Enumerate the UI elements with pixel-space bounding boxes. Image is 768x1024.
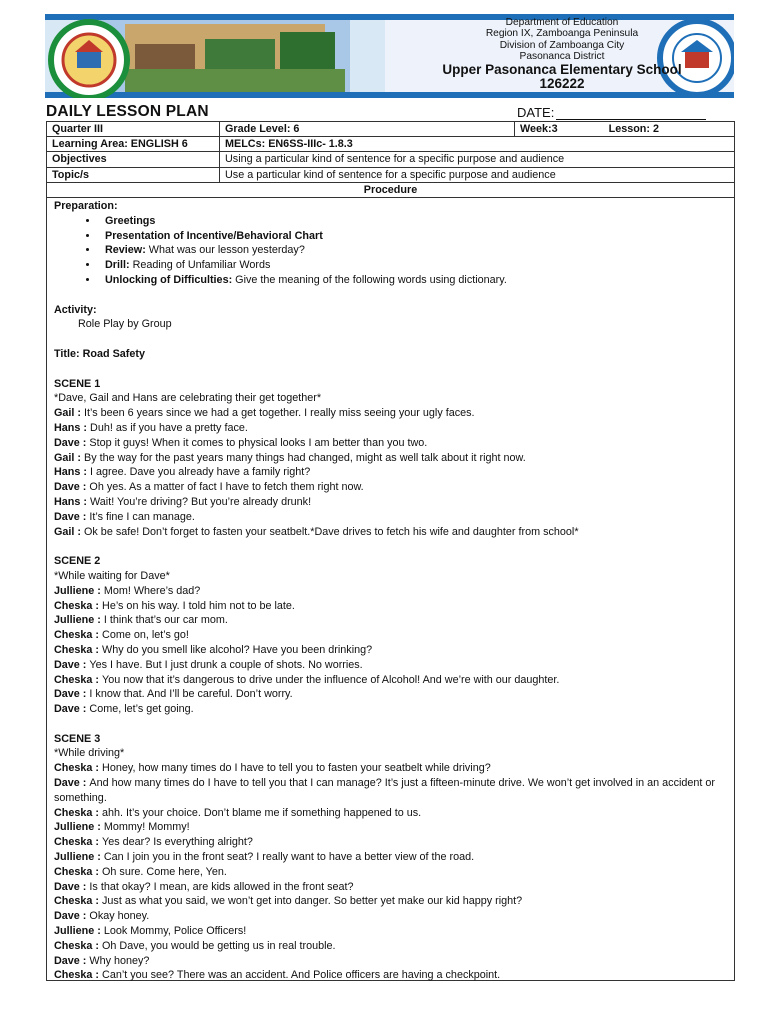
objectives-value: Using a particular kind of sentence for a specific purpose and audience: [220, 152, 735, 167]
procedure-body: [46, 196, 735, 981]
dialogue-line: Hans : Wait! You’re driving? But you’re already drunk!: [54, 495, 312, 508]
dialogue-line: Gail : It’s been 6 years since we had a get together. I really miss seeing your ugly faces.: [54, 407, 475, 420]
dialogue-text: Wait! You’re driving? But you’re already drunk!: [90, 495, 312, 508]
speaker-name: Dave: [54, 436, 80, 449]
list-item: • Review: What was our lesson yesterday?: [99, 243, 729, 258]
dialogue-line: Dave : I know that. And I’ll be careful. Don’t worry.: [54, 688, 293, 701]
list-item: • Greetings: [99, 214, 729, 229]
grade-cell: Grade Level: 6: [220, 122, 515, 137]
dialogue-text: Okay honey.: [89, 910, 150, 923]
speaker-name: Cheska: [54, 969, 93, 982]
speaker-name: Hans: [54, 466, 81, 479]
date-blank-line: [556, 107, 706, 120]
dialogue-text: Can I join you in the front seat? I really want to have a better view of the road.: [103, 851, 475, 864]
preparation-list: [54, 214, 729, 288]
preparation-heading: Preparation:: [54, 200, 118, 212]
header-line: Pasonanca District: [519, 51, 605, 63]
header-line: Division of Zamboanga City: [499, 39, 625, 51]
dialogue-line: Gail : By the way for the past years many things had changed, might as well talk about it right now.: [54, 451, 526, 464]
lesson-info-table: [46, 121, 735, 198]
dialogue-line: Gail : Ok be safe! Don’t forget to fasten your seatbelt.*Dave drives to fetch his wife and daughter from school*: [54, 525, 579, 538]
speaker-name: Cheska: [54, 865, 93, 878]
dialogue-line: Cheska : ahh. It’s your choice. Don’t blame me if something happened to us.: [54, 806, 422, 819]
speaker-name: Julliene: [54, 821, 95, 834]
dialogue-line: Cheska : Oh sure. Come here, Yen.: [54, 865, 227, 878]
dialogue-line: Hans : Duh! as if you have a pretty face.: [54, 421, 248, 434]
speaker-name: Cheska: [54, 599, 93, 612]
scene-heading: SCENE 3: [54, 732, 101, 745]
dialogue-text: Stop it guys! When it comes to physical looks I am better than you two.: [89, 436, 428, 449]
objectives-label: Objectives: [47, 152, 220, 167]
dialogue-text: You now that it’s dangerous to drive under the influence of Alcohol! And we’re with our daughter.: [102, 673, 560, 686]
speaker-name: Hans: [54, 421, 81, 434]
speaker-name: Gail: [54, 451, 75, 464]
dialogue-line: Julliene : I think that’s our car mom.: [54, 614, 228, 627]
speaker-name: Cheska: [54, 673, 93, 686]
procedure-header: Procedure: [47, 182, 735, 197]
dialogue-line: Julliene : Mommy! Mommy!: [54, 821, 190, 834]
dialogue-line: Cheska : He’s on his way. I told him not to be late.: [54, 599, 295, 612]
dialogue-line: Dave : Yes I have. But I just drunk a couple of shots. No worries.: [54, 658, 363, 671]
header-line: Department of Education: [505, 17, 619, 28]
dialogue-line: Julliene : Can I join you in the front seat? I really want to have a better view of the road.: [54, 851, 475, 864]
speaker-name: Dave: [54, 880, 80, 893]
dialogue-line: Dave : Okay honey.: [54, 910, 150, 923]
header-text: [397, 17, 727, 91]
dialogue-text: ahh. It’s your choice. Don’t blame me if something happened to us.: [102, 806, 422, 819]
scene-heading: SCENE 2: [54, 555, 101, 568]
learning-area-cell: Learning Area: ENGLISH 6: [47, 137, 220, 152]
school-banner: [45, 14, 734, 98]
date-field: [517, 105, 706, 120]
speaker-name: Dave: [54, 658, 80, 671]
topic-value: Use a particular kind of sentence for a specific purpose and audience: [220, 167, 735, 182]
dialogue-text: Can’t you see? There was an accident. And Police officers are having a checkpoint.: [102, 969, 501, 982]
week-lesson-cell: [515, 122, 735, 137]
speaker-name: Cheska: [54, 806, 93, 819]
dialogue-text: Why honey?: [89, 954, 150, 967]
speaker-name: Gail: [54, 407, 75, 420]
speaker-name: Gail: [54, 525, 75, 538]
dialogue-line: Cheska : Oh Dave, you would be getting us in real trouble.: [54, 939, 336, 952]
list-item: • Drill: Reading of Unfamiliar Words: [99, 258, 729, 273]
dialogue-text: Why do you smell like alcohol? Have you been drinking?: [102, 643, 373, 656]
speaker-name: Dave: [54, 688, 80, 701]
melcs-cell: MELCs: EN6SS-IIIc- 1.8.3: [220, 137, 735, 152]
quarter-cell: Quarter III: [47, 122, 220, 137]
dialogue-text: Ok be safe! Don’t forget to fasten your seatbelt.*Dave drives to fetch his wife and daughter from school*: [84, 525, 579, 538]
dialogue-text: Look Mommy, Police Officers!: [103, 925, 247, 938]
scenes-container: [54, 377, 729, 984]
lesson-value: Lesson: 2: [608, 123, 659, 136]
speaker-name: Cheska: [54, 643, 93, 656]
dialogue-text: Oh Dave, you would be getting us in real trouble.: [102, 939, 336, 952]
dialogue-line: Dave : It’s fine I can manage.: [54, 510, 195, 523]
topic-label: Topic/s: [47, 167, 220, 182]
date-label: DATE:: [517, 105, 555, 120]
speaker-name: Dave: [54, 954, 80, 967]
story-title: Title: Road Safety: [54, 347, 145, 360]
dialogue-text: Is that okay? I mean, are kids allowed in the front seat?: [89, 880, 354, 893]
dialogue-text: Oh sure. Come here, Yen.: [102, 865, 227, 878]
dialogue-text: Come on, let’s go!: [102, 629, 189, 642]
dialogue-line: Dave : Stop it guys! When it comes to physical looks I am better than you two.: [54, 436, 428, 449]
page-title: DAILY LESSON PLAN: [46, 103, 209, 120]
procedure-content: [54, 199, 729, 983]
dialogue-text: I know that. And I’ll be careful. Don’t worry.: [89, 688, 293, 701]
dialogue-line: Dave : And how many times do I have to tell you that I can manage? It’s just a fifteen-minute drive. We won’t get involved in an accident or something.: [54, 777, 715, 804]
dialogue-line: Dave : Oh yes. As a matter of fact I have to fetch them right now.: [54, 481, 364, 494]
dialogue-line: Julliene : Mom! Where’s dad?: [54, 584, 201, 597]
dialogue-line: Hans : I agree. Dave you already have a family right?: [54, 466, 311, 479]
speaker-name: Cheska: [54, 836, 93, 849]
dialogue-text: And how many times do I have to tell you that I can manage? It’s just a fifteen-minute drive. We won’t get involved in an accident or something.: [54, 777, 715, 804]
speaker-name: Hans: [54, 495, 81, 508]
dialogue-text: Duh! as if you have a pretty face.: [90, 421, 248, 434]
speaker-name: Julliene: [54, 614, 95, 627]
speaker-name: Dave: [54, 910, 80, 923]
dialogue-line: Dave : Is that okay? I mean, are kids allowed in the front seat?: [54, 880, 354, 893]
dialogue-line: Cheska : Why do you smell like alcohol? Have you been drinking?: [54, 643, 373, 656]
dialogue-text: Honey, how many times do I have to tell you to fasten your seatbelt while driving?: [102, 762, 491, 775]
header-line: Region IX, Zamboanga Peninsula: [485, 28, 639, 40]
scene-note: *While driving*: [54, 747, 125, 760]
speaker-name: Cheska: [54, 629, 93, 642]
dialogue-text: I think that’s our car mom.: [103, 614, 228, 627]
speaker-name: Dave: [54, 777, 80, 790]
scene-heading: SCENE 1: [54, 377, 101, 390]
dialogue-text: Mom! Where’s dad?: [103, 584, 201, 597]
dialogue-text: Come, let’s get going.: [89, 703, 194, 716]
dialogue-line: Dave : Why honey?: [54, 954, 150, 967]
speaker-name: Cheska: [54, 939, 93, 952]
dialogue-line: Cheska : You now that it’s dangerous to drive under the influence of Alcohol! And we’re with our daughter.: [54, 673, 560, 686]
week-value: Week:3: [520, 123, 558, 136]
speaker-name: Julliene: [54, 925, 95, 938]
scene-note: *While waiting for Dave*: [54, 569, 170, 582]
dialogue-text: Mommy! Mommy!: [103, 821, 190, 834]
dialogue-text: I agree. Dave you already have a family right?: [90, 466, 311, 479]
speaker-name: Cheska: [54, 895, 93, 908]
dialogue-line: Cheska : Come on, let’s go!: [54, 629, 189, 642]
list-item: • Presentation of Incentive/Behavioral Chart: [99, 229, 729, 244]
speaker-name: Julliene: [54, 584, 95, 597]
speaker-name: Cheska: [54, 762, 93, 775]
dialogue-text: Just as what you said, we won’t get into danger. So better yet make our kid happy right?: [102, 895, 523, 908]
dialogue-text: He’s on his way. I told him not to be late.: [102, 599, 295, 612]
dialogue-text: By the way for the past years many things had changed, might as well talk about it right now.: [84, 451, 526, 464]
dialogue-text: It’s been 6 years since we had a get together. I really miss seeing your ugly faces.: [84, 407, 475, 420]
speaker-name: Dave: [54, 510, 80, 523]
scene-note: *Dave, Gail and Hans are celebrating their get together*: [54, 392, 322, 405]
speaker-name: Dave: [54, 481, 80, 494]
school-name: Upper Pasonanca Elementary School: [442, 61, 682, 77]
dialogue-line: Dave : Come, let’s get going.: [54, 703, 194, 716]
dialogue-line: Cheska : Honey, how many times do I have to tell you to fasten your seatbelt while driving?: [54, 762, 491, 775]
list-item: • Unlocking of Difficulties: Give the meaning of the following words using dictionary.: [99, 273, 729, 288]
left-seal-icon: [51, 22, 127, 98]
speaker-name: Dave: [54, 703, 80, 716]
dialogue-line: Julliene : Look Mommy, Police Officers!: [54, 925, 247, 938]
activity-heading: Activity:: [54, 303, 97, 316]
speaker-name: Julliene: [54, 851, 95, 864]
dialogue-text: Oh yes. As a matter of fact I have to fetch them right now.: [89, 481, 364, 494]
dialogue-text: Yes dear? Is everything alright?: [102, 836, 253, 849]
activity-text: Role Play by Group: [78, 318, 172, 331]
dialogue-line: Cheska : Yes dear? Is everything alright?: [54, 836, 253, 849]
school-id: 126222: [539, 75, 585, 91]
dialogue-line: Cheska : Just as what you said, we won’t get into danger. So better yet make our kid happy right?: [54, 895, 523, 908]
dialogue-text: It’s fine I can manage.: [89, 510, 195, 523]
dialogue-line: Cheska : Can’t you see? There was an accident. And Police officers are having a checkpoint.: [54, 969, 501, 982]
dialogue-text: Yes I have. But I just drunk a couple of shots. No worries.: [89, 658, 363, 671]
